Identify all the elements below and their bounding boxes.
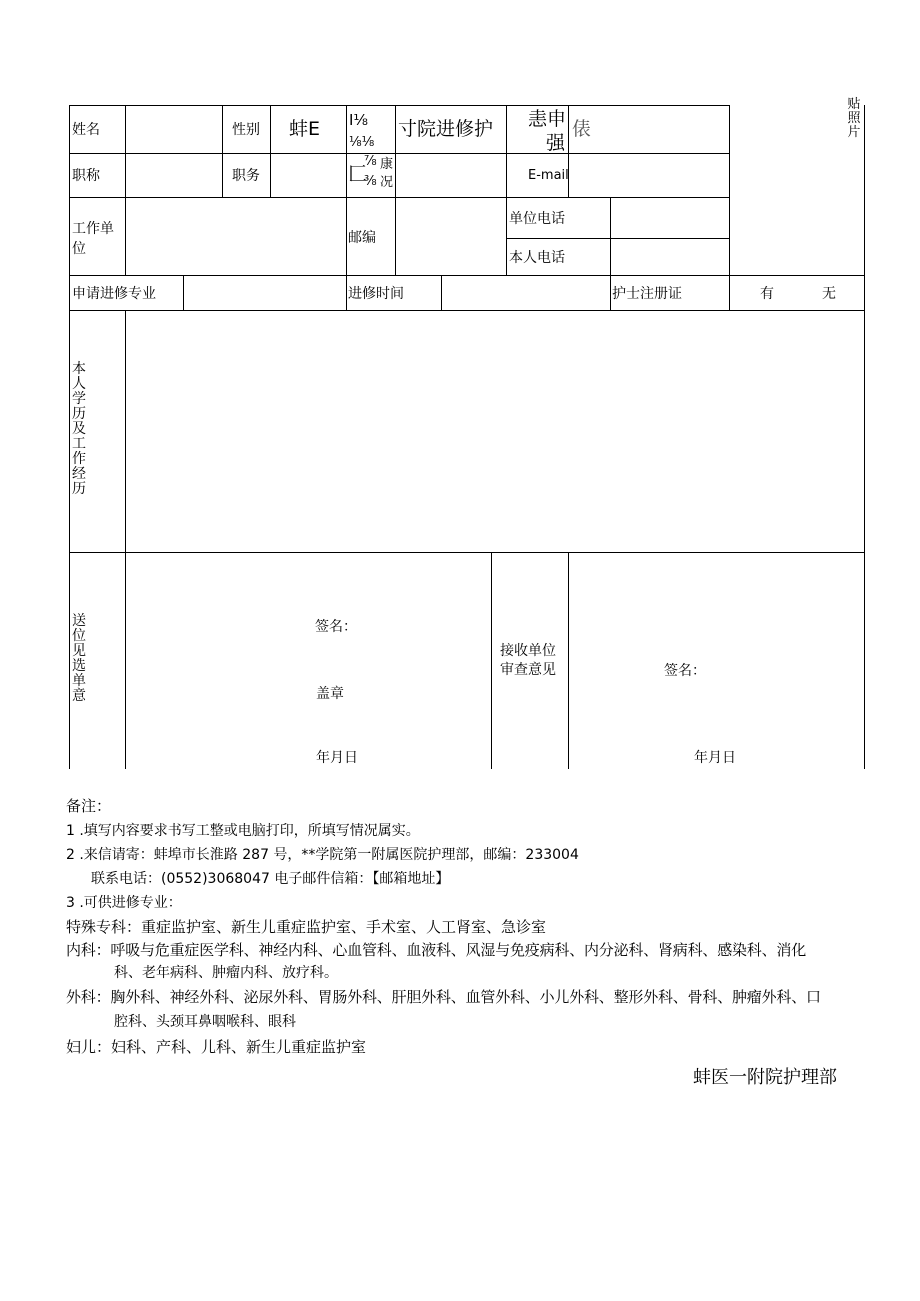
unit-phone-label: 单位电话 xyxy=(509,211,565,227)
garbled-text: ⅛⅛ xyxy=(349,135,375,150)
postcode-field[interactable] xyxy=(396,198,505,274)
garbled-text: I⅛ xyxy=(349,111,368,129)
garbled-text: 康 xyxy=(380,157,394,172)
grid-line xyxy=(69,105,70,769)
garbled-text: 恚申 xyxy=(528,108,567,130)
experience-field[interactable] xyxy=(126,311,863,551)
garbled-text: 况 xyxy=(380,175,394,190)
personal-phone-label: 本人电话 xyxy=(509,250,565,266)
note-line: 外科：胸外科、神经外科、泌尿外科、胃肠外科、肝胆外科、血管外科、小儿外科、整形外科、骨科、肿瘤外科、口 xyxy=(66,988,821,1006)
title-label: 职称 xyxy=(72,168,100,184)
signoff: 蚌医一附院护理部 xyxy=(693,1067,837,1088)
note-line: 科、老年病科、肿瘤内科、放疗科。 xyxy=(114,965,338,981)
signature-label: 签名： xyxy=(664,663,706,679)
sending-opinion-label: 送位见选单意 xyxy=(72,613,86,704)
note-line: 特殊专科：重症监护室、新生儿重症监护室、手术室、人工肾室、急诊室 xyxy=(66,918,547,936)
grid-line xyxy=(346,105,347,310)
seal-label: 盖章 xyxy=(316,686,344,702)
name-label: 姓名 xyxy=(72,122,100,138)
grid-line xyxy=(222,105,223,197)
note-line: 妇儿：妇科、产科、儿科、新生儿重症监护室 xyxy=(66,1038,367,1056)
note-line: 内科：呼吸与危重症医学科、神经内科、心血管科、血液科、风湿与免疫病科、内分泌科、肾病科、感染科、消化 xyxy=(66,941,807,959)
note-line: 腔科、头颈耳鼻咽喉科、眼科 xyxy=(114,1014,296,1030)
gender-label: 性别 xyxy=(232,122,260,138)
garbled-text: ⅜ xyxy=(364,174,377,189)
major-label: 申请进修专业 xyxy=(72,286,156,302)
license-yes-option[interactable]: 有 xyxy=(760,286,774,302)
position-field[interactable] xyxy=(271,154,345,196)
receiving-opinion-label: 接收单位 xyxy=(500,643,556,659)
date-label: 年月日 xyxy=(316,750,358,766)
personal-phone-field[interactable] xyxy=(611,239,728,274)
garbled-text: 强 xyxy=(546,132,566,154)
unit-phone-field[interactable] xyxy=(611,198,728,237)
photo-label: 贴照片 xyxy=(847,97,861,140)
workplace-label: 工作单位 xyxy=(72,221,114,257)
note-line: 1 .填写内容要求书写工整或电脑打印，所填写情况属实。 xyxy=(66,823,420,839)
period-field[interactable] xyxy=(442,276,609,309)
grid-line xyxy=(491,552,492,769)
garbled-text: 俵 xyxy=(572,118,592,140)
email-label: E-mail xyxy=(528,168,569,183)
photo-area[interactable] xyxy=(730,106,863,274)
license-no-option[interactable]: 无 xyxy=(822,286,836,302)
experience-label: 本人学历及工作经历 xyxy=(72,361,86,497)
receiving-opinion-label: 审查意见 xyxy=(500,662,556,678)
garbled-text: 匚 xyxy=(348,163,368,185)
notes-heading: 备注： xyxy=(66,797,112,815)
note-line: 联系电话：(0552)3068047 电子邮件信箱：【邮箱地址】 xyxy=(91,871,450,887)
name-field[interactable] xyxy=(126,106,221,152)
garbled-text: 寸院进修护 xyxy=(398,118,494,140)
title-field[interactable] xyxy=(126,154,221,196)
license-label: 护士注册证 xyxy=(612,286,682,302)
email-field[interactable] xyxy=(569,154,728,196)
receiving-opinion-field[interactable] xyxy=(569,553,863,769)
date-label: 年月日 xyxy=(694,750,736,766)
sending-opinion-field[interactable] xyxy=(126,553,490,769)
garbled-text: 蚌E xyxy=(289,118,321,140)
period-label: 进修时间 xyxy=(348,286,404,302)
garbled-text: ⅞ xyxy=(364,154,377,169)
postcode-label: 邮编 xyxy=(348,230,376,246)
note-line: 3 .可供进修专业： xyxy=(66,895,182,911)
signature-label: 签名： xyxy=(315,619,357,635)
note-line: 2 .来信请寄：蚌埠市长淮路 287 号，**学院第一附属医院护理部，邮编：233004 xyxy=(66,847,579,863)
major-field[interactable] xyxy=(184,276,345,309)
position-label: 职务 xyxy=(232,168,260,184)
grid-line xyxy=(506,105,507,275)
grid-line xyxy=(864,105,865,769)
workplace-field[interactable] xyxy=(126,198,345,274)
